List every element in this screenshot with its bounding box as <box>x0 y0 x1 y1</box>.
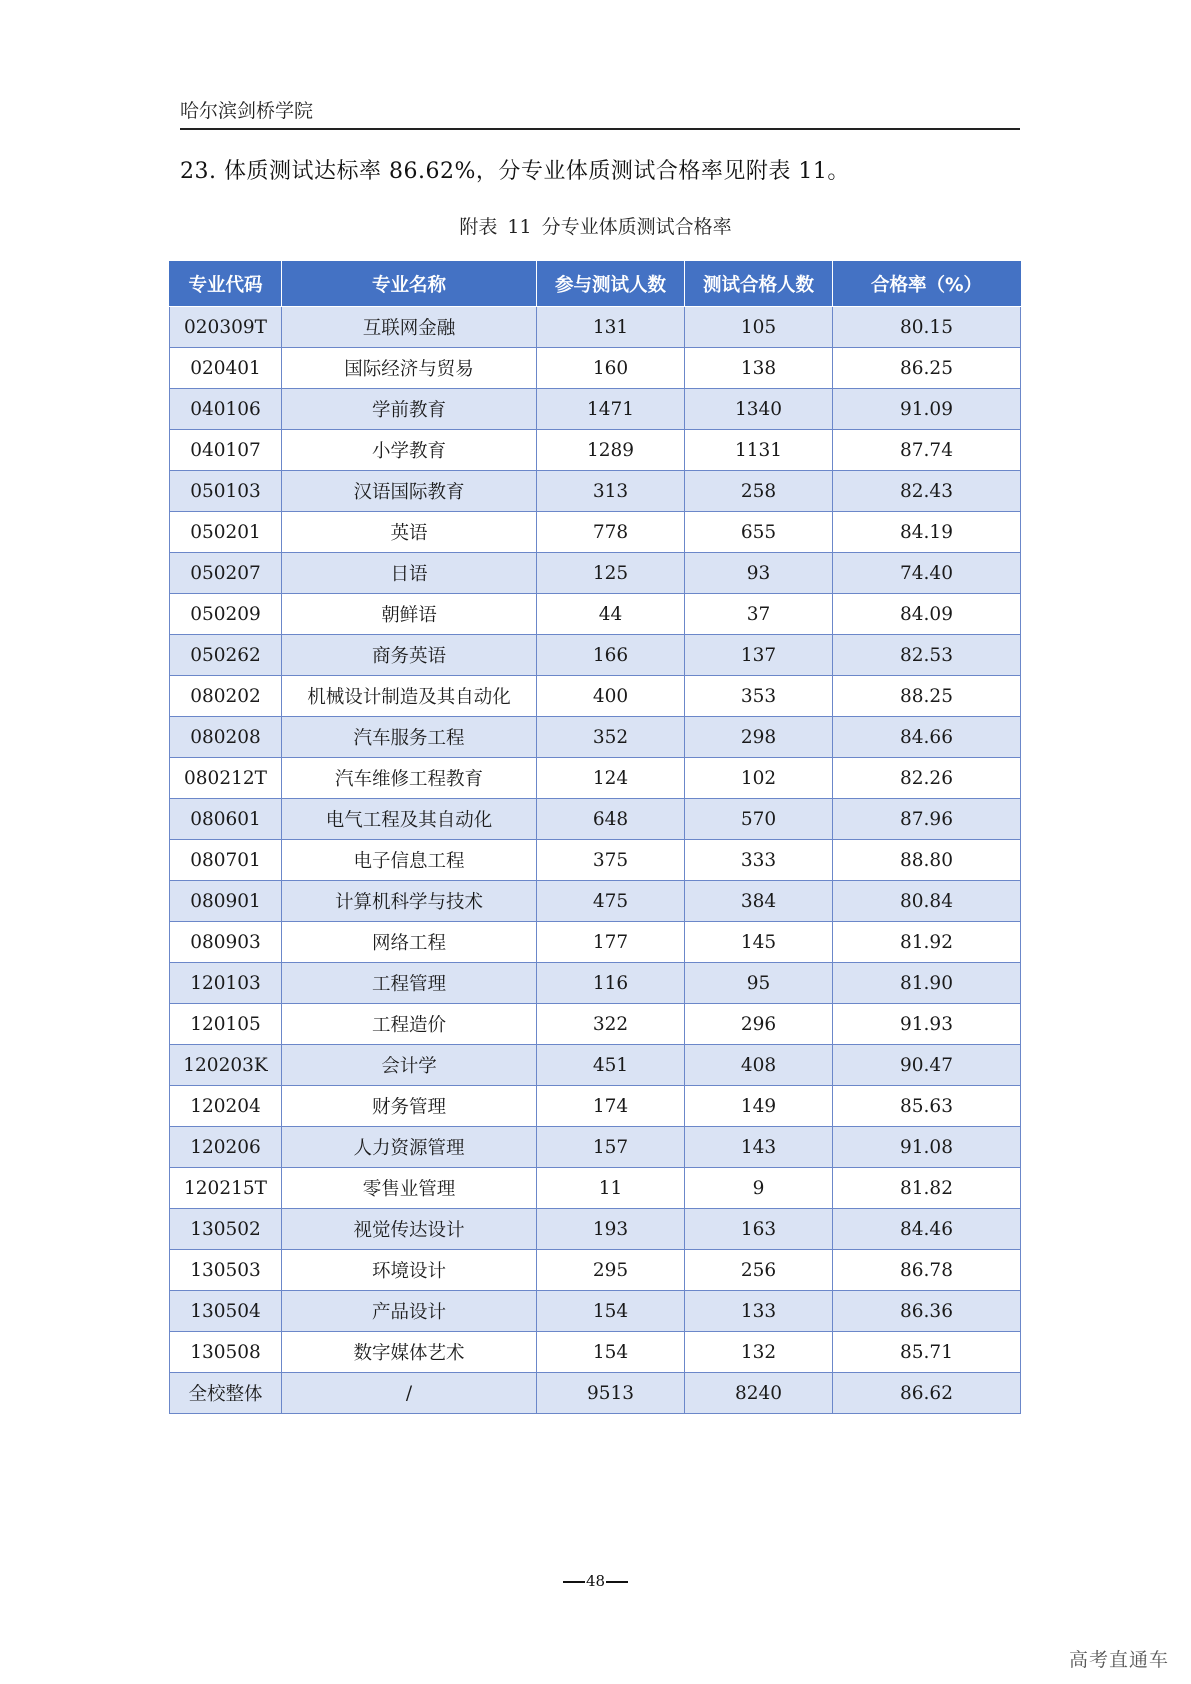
table-row <box>170 1127 1021 1168</box>
table-row <box>170 430 1021 471</box>
table-row <box>170 1291 1021 1332</box>
cell-major-code: 120206 <box>170 1127 282 1168</box>
cell-major-name: 人力资源管理 <box>282 1127 537 1168</box>
cell-pass-rate: 86.78 <box>833 1250 1021 1291</box>
cell-pass-rate: 85.71 <box>833 1332 1021 1373</box>
table-row <box>170 553 1021 594</box>
cell-tested-count: 124 <box>537 758 685 799</box>
cell-tested-count: 166 <box>537 635 685 676</box>
cell-passed-count: 655 <box>685 512 833 553</box>
cell-passed-count: 333 <box>685 840 833 881</box>
page-number <box>0 1572 1191 1590</box>
table-row <box>170 963 1021 1004</box>
page-number-dash-left <box>563 1581 585 1583</box>
fitness-pass-rate-table <box>169 261 1021 1414</box>
cell-major-code: 130502 <box>170 1209 282 1250</box>
cell-tested-count: 295 <box>537 1250 685 1291</box>
table-row <box>170 1004 1021 1045</box>
table-row <box>170 1332 1021 1373</box>
cell-passed-count: 408 <box>685 1045 833 1086</box>
cell-passed-count: 163 <box>685 1209 833 1250</box>
table-row <box>170 389 1021 430</box>
table-row <box>170 758 1021 799</box>
page-number-dash-right <box>606 1581 628 1583</box>
cell-major-name: 电子信息工程 <box>282 840 537 881</box>
cell-major-name: 零售业管理 <box>282 1168 537 1209</box>
table-row <box>170 799 1021 840</box>
cell-pass-rate: 80.84 <box>833 881 1021 922</box>
cell-tested-count: 11 <box>537 1168 685 1209</box>
column-header-major-name: 专业名称 <box>282 262 537 307</box>
intro-paragraph: 23. 体质测试达标率 86.62%，分专业体质测试合格率见附表 11。 <box>180 159 850 184</box>
cell-major-code: 050103 <box>170 471 282 512</box>
cell-major-code: 130504 <box>170 1291 282 1332</box>
cell-major-code: 120215T <box>170 1168 282 1209</box>
cell-passed-count: 137 <box>685 635 833 676</box>
cell-major-name: 机械设计制造及其自动化 <box>282 676 537 717</box>
cell-tested-count: 778 <box>537 512 685 553</box>
cell-pass-rate: 87.96 <box>833 799 1021 840</box>
cell-passed-count: 145 <box>685 922 833 963</box>
cell-tested-count: 400 <box>537 676 685 717</box>
cell-major-code: 080903 <box>170 922 282 963</box>
cell-major-name: 汽车维修工程教育 <box>282 758 537 799</box>
cell-passed-count: 298 <box>685 717 833 758</box>
table-row <box>170 1045 1021 1086</box>
cell-tested-count: 475 <box>537 881 685 922</box>
cell-major-code: 050209 <box>170 594 282 635</box>
table-row <box>170 1250 1021 1291</box>
table-caption: 附表 11 分专业体质测试合格率 <box>459 216 732 238</box>
cell-pass-rate: 82.26 <box>833 758 1021 799</box>
cell-tested-count: 154 <box>537 1332 685 1373</box>
cell-major-name: 小学教育 <box>282 430 537 471</box>
cell-pass-rate: 84.09 <box>833 594 1021 635</box>
cell-tested-count: 9513 <box>537 1373 685 1414</box>
cell-major-code: 080208 <box>170 717 282 758</box>
cell-major-name: 工程造价 <box>282 1004 537 1045</box>
table-row <box>170 881 1021 922</box>
cell-major-code: 080901 <box>170 881 282 922</box>
cell-passed-count: 256 <box>685 1250 833 1291</box>
cell-major-code: 080212T <box>170 758 282 799</box>
cell-tested-count: 44 <box>537 594 685 635</box>
cell-tested-count: 125 <box>537 553 685 594</box>
cell-tested-count: 313 <box>537 471 685 512</box>
cell-passed-count: 102 <box>685 758 833 799</box>
cell-major-code: 020309T <box>170 307 282 348</box>
cell-major-code: 040107 <box>170 430 282 471</box>
cell-pass-rate: 81.82 <box>833 1168 1021 1209</box>
table-row <box>170 1209 1021 1250</box>
cell-pass-rate: 81.92 <box>833 922 1021 963</box>
cell-pass-rate: 87.74 <box>833 430 1021 471</box>
cell-passed-count: 105 <box>685 307 833 348</box>
cell-passed-count: 132 <box>685 1332 833 1373</box>
cell-pass-rate: 84.19 <box>833 512 1021 553</box>
cell-major-code: 080701 <box>170 840 282 881</box>
cell-passed-count: 353 <box>685 676 833 717</box>
cell-major-name: / <box>282 1373 537 1414</box>
cell-major-code: 120203K <box>170 1045 282 1086</box>
watermark-text: 高考直通车 <box>1068 1649 1169 1671</box>
table-row <box>170 1086 1021 1127</box>
cell-tested-count: 160 <box>537 348 685 389</box>
cell-major-name: 汉语国际教育 <box>282 471 537 512</box>
cell-tested-count: 193 <box>537 1209 685 1250</box>
cell-passed-count: 570 <box>685 799 833 840</box>
cell-major-code: 050201 <box>170 512 282 553</box>
cell-tested-count: 322 <box>537 1004 685 1045</box>
cell-passed-count: 296 <box>685 1004 833 1045</box>
table-row <box>170 922 1021 963</box>
cell-tested-count: 177 <box>537 922 685 963</box>
cell-major-name: 财务管理 <box>282 1086 537 1127</box>
cell-major-code: 080202 <box>170 676 282 717</box>
cell-passed-count: 37 <box>685 594 833 635</box>
cell-passed-count: 384 <box>685 881 833 922</box>
cell-tested-count: 1289 <box>537 430 685 471</box>
cell-tested-count: 648 <box>537 799 685 840</box>
cell-pass-rate: 82.43 <box>833 471 1021 512</box>
cell-tested-count: 352 <box>537 717 685 758</box>
cell-major-name: 产品设计 <box>282 1291 537 1332</box>
table-header-row <box>170 262 1021 307</box>
cell-major-code: 120105 <box>170 1004 282 1045</box>
cell-pass-rate: 80.15 <box>833 307 1021 348</box>
cell-tested-count: 116 <box>537 963 685 1004</box>
cell-pass-rate: 88.80 <box>833 840 1021 881</box>
cell-tested-count: 1471 <box>537 389 685 430</box>
cell-major-name: 网络工程 <box>282 922 537 963</box>
cell-passed-count: 149 <box>685 1086 833 1127</box>
cell-major-code: 040106 <box>170 389 282 430</box>
cell-major-code: 130503 <box>170 1250 282 1291</box>
cell-passed-count: 138 <box>685 348 833 389</box>
column-header-tested-count: 参与测试人数 <box>537 262 685 307</box>
cell-major-code: 050207 <box>170 553 282 594</box>
column-header-pass-rate: 合格率（%） <box>833 262 1021 307</box>
cell-passed-count: 258 <box>685 471 833 512</box>
cell-pass-rate: 91.93 <box>833 1004 1021 1045</box>
cell-tested-count: 174 <box>537 1086 685 1127</box>
cell-pass-rate: 88.25 <box>833 676 1021 717</box>
cell-pass-rate: 86.25 <box>833 348 1021 389</box>
cell-passed-count: 133 <box>685 1291 833 1332</box>
cell-major-code: 130508 <box>170 1332 282 1373</box>
cell-passed-count: 93 <box>685 553 833 594</box>
cell-passed-count: 95 <box>685 963 833 1004</box>
cell-major-code: 050262 <box>170 635 282 676</box>
table-body <box>170 307 1021 1414</box>
cell-passed-count: 9 <box>685 1168 833 1209</box>
cell-pass-rate: 90.47 <box>833 1045 1021 1086</box>
cell-major-code: 020401 <box>170 348 282 389</box>
cell-major-name: 视觉传达设计 <box>282 1209 537 1250</box>
table-row <box>170 1168 1021 1209</box>
cell-pass-rate: 91.08 <box>833 1127 1021 1168</box>
cell-passed-count: 1131 <box>685 430 833 471</box>
cell-major-code: 120103 <box>170 963 282 1004</box>
cell-major-name: 国际经济与贸易 <box>282 348 537 389</box>
cell-tested-count: 154 <box>537 1291 685 1332</box>
cell-pass-rate: 81.90 <box>833 963 1021 1004</box>
cell-tested-count: 375 <box>537 840 685 881</box>
cell-major-name: 电气工程及其自动化 <box>282 799 537 840</box>
cell-pass-rate: 85.63 <box>833 1086 1021 1127</box>
table-row <box>170 594 1021 635</box>
cell-pass-rate: 86.62 <box>833 1373 1021 1414</box>
cell-major-name: 数字媒体艺术 <box>282 1332 537 1373</box>
cell-major-code: 全校整体 <box>170 1373 282 1414</box>
cell-tested-count: 131 <box>537 307 685 348</box>
column-header-major-code: 专业代码 <box>170 262 282 307</box>
table-row <box>170 676 1021 717</box>
table-row <box>170 307 1021 348</box>
page-number-value: 48 <box>585 1572 606 1590</box>
cell-major-name: 环境设计 <box>282 1250 537 1291</box>
cell-major-name: 朝鲜语 <box>282 594 537 635</box>
cell-tested-count: 451 <box>537 1045 685 1086</box>
cell-pass-rate: 84.66 <box>833 717 1021 758</box>
cell-major-name: 会计学 <box>282 1045 537 1086</box>
cell-major-code: 080601 <box>170 799 282 840</box>
table-row <box>170 348 1021 389</box>
cell-passed-count: 8240 <box>685 1373 833 1414</box>
cell-pass-rate: 86.36 <box>833 1291 1021 1332</box>
cell-pass-rate: 84.46 <box>833 1209 1021 1250</box>
cell-passed-count: 1340 <box>685 389 833 430</box>
cell-major-name: 汽车服务工程 <box>282 717 537 758</box>
table-row <box>170 512 1021 553</box>
cell-pass-rate: 91.09 <box>833 389 1021 430</box>
header-divider <box>180 128 1020 130</box>
document-header-school-name: 哈尔滨剑桥学院 <box>180 100 314 122</box>
cell-major-name: 工程管理 <box>282 963 537 1004</box>
table-row <box>170 1373 1021 1414</box>
cell-tested-count: 157 <box>537 1127 685 1168</box>
cell-pass-rate: 82.53 <box>833 635 1021 676</box>
cell-major-name: 商务英语 <box>282 635 537 676</box>
cell-passed-count: 143 <box>685 1127 833 1168</box>
table-row <box>170 717 1021 758</box>
cell-major-name: 计算机科学与技术 <box>282 881 537 922</box>
table-row <box>170 840 1021 881</box>
cell-pass-rate: 74.40 <box>833 553 1021 594</box>
table-row <box>170 471 1021 512</box>
cell-major-name: 学前教育 <box>282 389 537 430</box>
column-header-passed-count: 测试合格人数 <box>685 262 833 307</box>
cell-major-name: 互联网金融 <box>282 307 537 348</box>
cell-major-name: 英语 <box>282 512 537 553</box>
table-row <box>170 635 1021 676</box>
cell-major-code: 120204 <box>170 1086 282 1127</box>
cell-major-name: 日语 <box>282 553 537 594</box>
